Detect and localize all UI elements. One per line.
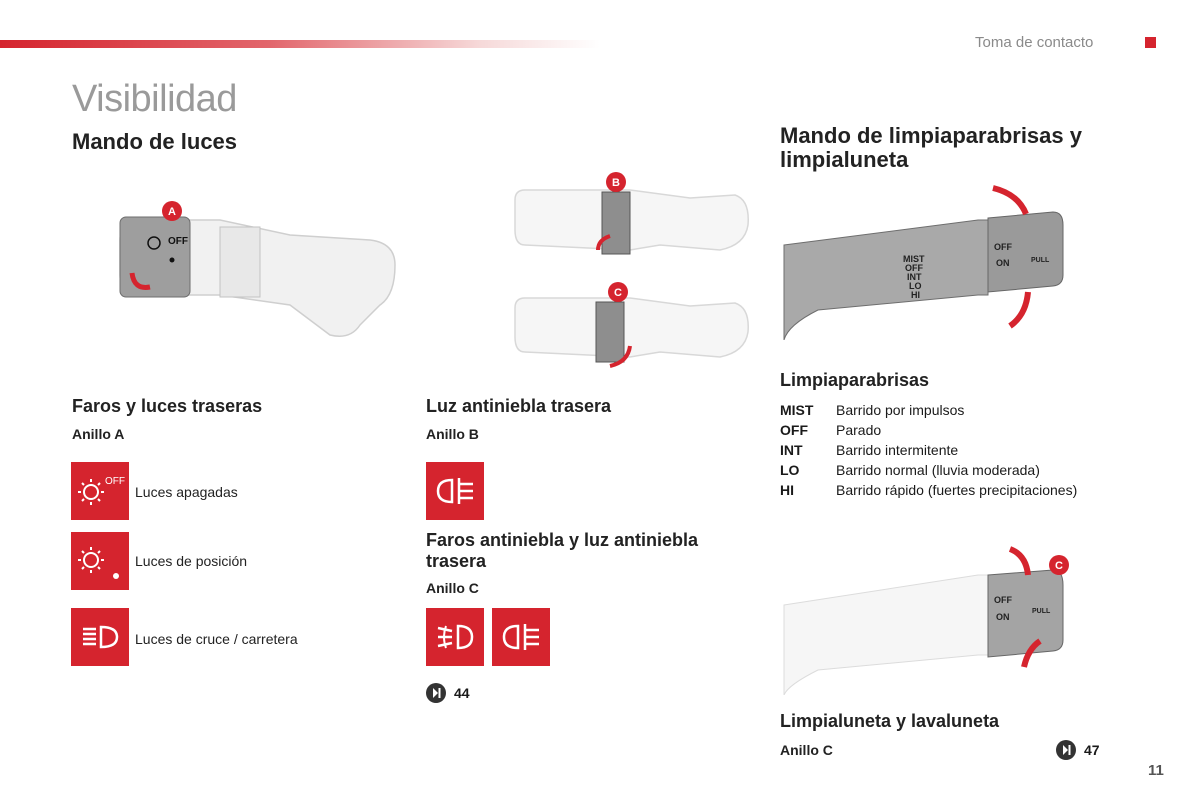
wiper-mode-row (780, 440, 1077, 460)
wiper-mode-key: INT (780, 442, 803, 458)
wipers-section-title: Mando de limpiaparabrisas y limpialuneta (780, 123, 1082, 172)
ring-b-title: Luz antiniebla trasera (426, 396, 612, 416)
light-off-icon (71, 462, 129, 520)
ring-a-item-label: Luces de posición (135, 553, 248, 569)
page-title: Visibilidad (72, 78, 237, 120)
lever-mode-label: MIST (903, 254, 925, 264)
wiper-mode-desc: Barrido intermitente (836, 442, 959, 458)
lever-mode-label: INT (907, 272, 922, 282)
wiper-mode-desc: Barrido rápido (fuertes precipitaciones) (836, 482, 1078, 498)
wiper-mode-key: MIST (780, 402, 814, 418)
page-reference-44[interactable] (426, 683, 470, 703)
lever-b-badge: B (612, 177, 620, 189)
ring-c-label: Anillo C (426, 580, 479, 596)
page-reference-number: 47 (1084, 742, 1100, 758)
ring-b-label: Anillo B (426, 426, 479, 442)
wiper-mode-row (780, 460, 1077, 480)
ring-a-item-label: Luces de cruce / carretera (135, 631, 298, 647)
ring-a-label: Anillo A (72, 426, 125, 442)
light-off-icon-text: OFF (105, 476, 125, 487)
wiper-mode-desc: Barrido por impulsos (836, 402, 965, 418)
page-reference-47[interactable] (1056, 740, 1100, 760)
section-label: Toma de contacto (975, 34, 1094, 51)
front-fog-icon (426, 608, 484, 666)
page-number: 11 (1148, 762, 1164, 779)
lever-a-badge: A (168, 206, 176, 218)
page-reference-number: 44 (454, 685, 470, 701)
page-reference-icon (426, 683, 446, 703)
wiper-mode-desc: Barrido normal (lluvia moderada) (836, 462, 1040, 478)
lever-right-label: PULL (1031, 257, 1050, 264)
rear-wiper-ring-label: Anillo C (780, 742, 833, 758)
wiper-mode-key: OFF (780, 422, 808, 438)
ring-c-title: Faros antiniebla y luz antiniebla trasera (426, 530, 699, 571)
header-bar (0, 40, 600, 48)
wiper-mode-desc: Parado (836, 422, 882, 438)
lever-mode-label: HI (911, 290, 920, 300)
wiper-mode-row (780, 420, 1077, 440)
wiper-mode-row (780, 400, 1077, 420)
rear-lever-right-label: OFF (994, 595, 1012, 605)
lever-a-off-label: OFF (168, 236, 188, 247)
rear-lever-right-label: PULL (1032, 608, 1051, 615)
rear-wiper-lever-illustration (778, 545, 1073, 695)
lever-mode-label: OFF (905, 263, 923, 273)
rear-wiper-title: Limpialuneta y lavaluneta (780, 711, 1000, 731)
lever-mode-label: LO (909, 281, 922, 291)
wiper-mode-key: LO (780, 462, 800, 478)
rear-lever-c-badge: C (1055, 560, 1063, 572)
lever-c-badge: C (614, 287, 622, 299)
windscreen-wiper-title: Limpiaparabrisas (780, 370, 930, 390)
ring-a-title: Faros y luces traseras (72, 396, 263, 416)
headlights-icon (71, 608, 129, 666)
lights-lever-a-illustration (110, 195, 410, 355)
wiper-mode-key: HI (780, 482, 794, 498)
rear-fog-icon (426, 462, 484, 520)
wiper-mode-row (780, 480, 1077, 500)
header-marker (1145, 37, 1156, 48)
lights-section-title: Mando de luces (72, 129, 238, 154)
ring-a-item-label: Luces apagadas (135, 484, 238, 500)
wiper-modes-table (780, 400, 1077, 500)
lights-lever-c-illustration (510, 280, 755, 375)
rear-fog-icon (492, 608, 550, 666)
lights-lever-b-illustration (510, 170, 755, 270)
position-lights-icon (71, 532, 129, 590)
rear-lever-right-label: ON (996, 612, 1010, 622)
lever-right-label: OFF (994, 242, 1012, 252)
lever-right-label: ON (996, 258, 1010, 268)
page-reference-icon (1056, 740, 1076, 760)
wiper-lever-illustration (778, 180, 1068, 340)
